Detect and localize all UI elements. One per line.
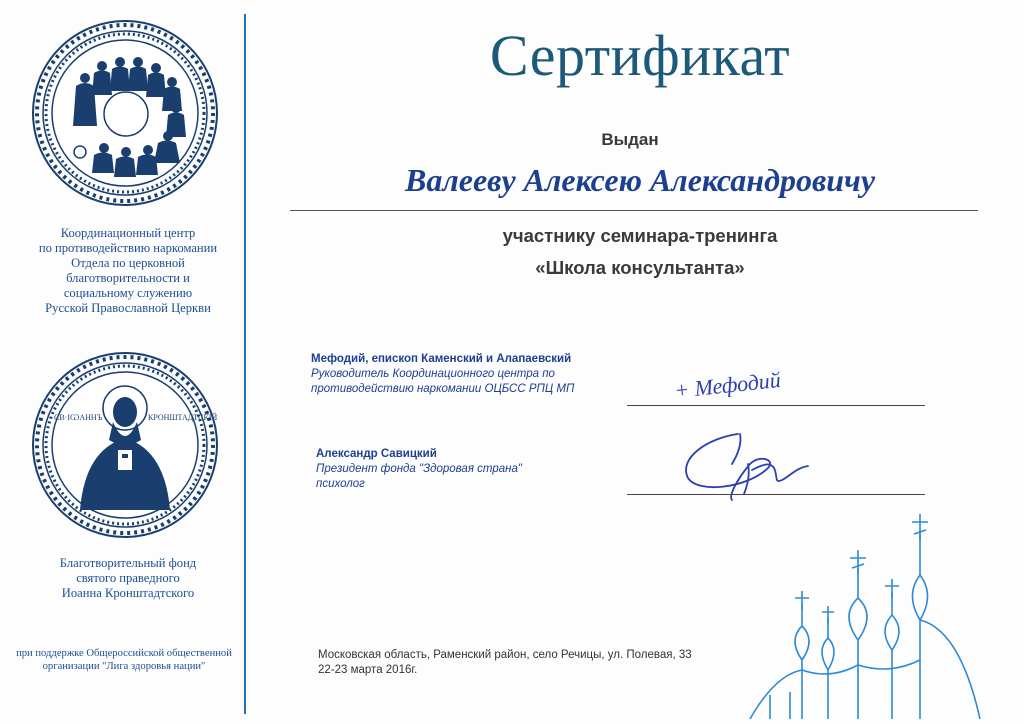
signatory-2-name: Александр Савицкий	[316, 448, 437, 460]
org1-line: по противодействию наркомании	[38, 241, 218, 255]
left-divider	[244, 14, 246, 714]
signatory-2-position: Президент фонда "Здоровая страна"	[316, 463, 522, 475]
signatory-1	[311, 352, 611, 397]
signature-1-text: + Мефодий	[673, 366, 782, 403]
signatory-2	[316, 447, 616, 492]
support-line: при поддержке Общероссийской общественной	[16, 648, 232, 659]
org2-line: святого праведного	[76, 571, 180, 585]
recipient-underline	[290, 210, 978, 211]
church-domes-illustration	[600, 500, 1020, 724]
event-dates: 22-23 марта 2016г.	[318, 664, 418, 676]
role-line: участнику семинара-тренинга	[502, 225, 778, 246]
certificate-title: Сертификат	[489, 23, 791, 88]
org1-line: Координационный центр	[60, 226, 196, 240]
signatory-1-position: Руководитель Координационного центра по	[311, 368, 555, 380]
icon-inscription-right: КРОНШТАДТСКІЙ	[148, 413, 218, 422]
saint-john-emblem	[30, 350, 220, 540]
participant-role	[400, 220, 880, 284]
signature-line-1	[627, 405, 925, 406]
seminar-name: «Школа консультанта»	[535, 257, 745, 278]
event-address: Московская область, Раменский район, село Речицы, ул. Полевая, 33	[318, 649, 692, 661]
signatory-1-name: Мефодий, епископ Каменский и Алапаевский	[311, 353, 572, 365]
org2-line: Благотворительный фонд	[59, 556, 197, 570]
recipient-name: Валееву Алексею Александровичу	[404, 162, 876, 198]
coordination-center-name	[20, 226, 236, 316]
icon-inscription-left: СВ·ІѠАННЪ	[54, 413, 103, 422]
org1-line: социальному служению	[63, 286, 193, 300]
org1-line: Отдела по церковной	[71, 256, 185, 270]
signature-1	[672, 362, 832, 411]
org1-line: Русской Православной Церкви	[45, 301, 211, 315]
charity-fund-name	[20, 556, 236, 601]
support-line: организации "Лига здоровья нации"	[42, 660, 206, 672]
signature-2	[678, 424, 818, 509]
org2-line: Иоанна Кронштадтского	[61, 586, 195, 600]
signature-line-2	[627, 494, 925, 495]
support-note	[4, 648, 244, 673]
signatory-1-position: противодействию наркомании ОЦБСС РПЦ МП	[311, 383, 575, 395]
last-supper-emblem	[30, 18, 220, 208]
issued-label: Выдан	[601, 130, 659, 149]
signatory-2-position: психолог	[316, 478, 365, 490]
org1-line: благотворительности и	[66, 271, 190, 285]
